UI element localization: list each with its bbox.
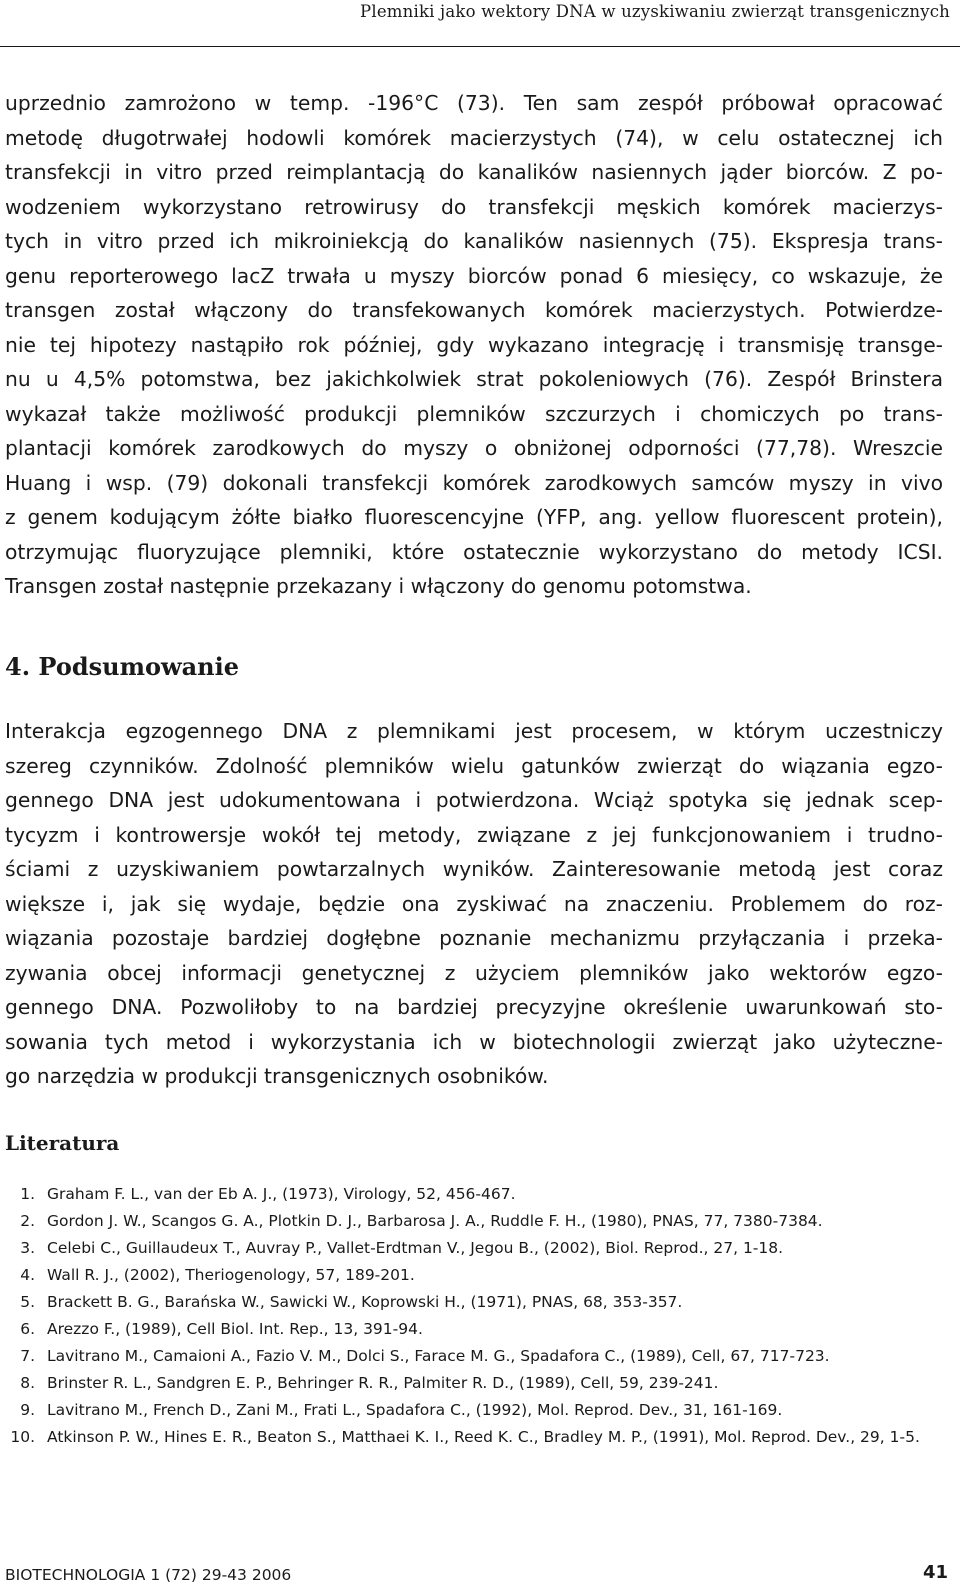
reference-number: 2. [20, 1212, 35, 1230]
text-line: szereg czynników. Zdolność plemników wielu gatunków zwierząt do wiązania egzo- [5, 753, 943, 778]
literature-heading: Literatura [5, 1131, 120, 1155]
text-line: transgen został włączony do transfekowanych komórek macierzystych. Potwierdze- [5, 298, 943, 322]
reference-text: Lavitrano M., French D., Zani M., Frati L., Spadafora C., (1992), Mol. Reprod. Dev., 31, 161-169. [47, 1401, 783, 1419]
text-line: ściami z uzyskiwaniem powtarzalnych wyników. Zainteresowanie metodą jest coraz [5, 857, 943, 881]
reference-item [5, 1289, 945, 1316]
reference-item [5, 1235, 945, 1262]
text-line: z genem kodującym żółte białko fluorescencyjne (YFP, ang. yellow fluorescent protein), [5, 505, 943, 529]
reference-number: 9. [20, 1401, 35, 1419]
reference-item [5, 1316, 945, 1343]
body-paragraph-2 [5, 714, 943, 1094]
page-number: 41 [922, 1562, 948, 1583]
reference-text: Atkinson P. W., Hines E. R., Beaton S., Matthaei K. I., Reed K. C., Bradley M. P., (1991), Mol. Reprod. Dev., 29, 1-5. [47, 1428, 920, 1446]
reference-number: 5. [20, 1293, 35, 1311]
text-line: wiązania pozostaje bardziej dogłębne poznanie mechanizmu przyłączania i przeka- [5, 926, 943, 950]
text-line: Transgen został następnie przekazany i włączony do genomu potomstwa. [5, 574, 752, 598]
reference-item [5, 1208, 945, 1235]
reference-item [5, 1397, 945, 1424]
text-line: gennego DNA. Pozwoliłoby to na bardziej precyzyjne określenie uwarunkowań sto- [5, 995, 943, 1019]
reference-number: 7. [20, 1347, 35, 1365]
text-line: gennego DNA jest udokumentowana i potwierdzona. Wciąż spotyka się jednak scep- [5, 788, 943, 812]
reference-number: 10. [10, 1428, 35, 1446]
footer-journal: BIOTECHNOLOGIA 1 (72) 29-43 2006 [5, 1566, 292, 1584]
reference-text: Wall R. J., (2002), Theriogenology, 57, 189-201. [47, 1266, 415, 1284]
reference-number: 8. [20, 1374, 35, 1392]
reference-number: 6. [20, 1320, 35, 1338]
reference-item [5, 1343, 945, 1370]
text-line: sowania tych metod i wykorzystania ich w biotechnologii zwierząt jako użyteczne- [5, 1029, 943, 1054]
reference-item [5, 1424, 945, 1451]
text-line: wodzeniem wykorzystano retrowirusy do transfekcji męskich komórek macierzys- [5, 194, 943, 219]
reference-number: 1. [20, 1185, 35, 1203]
text-line: tycyzm i kontrowersje wokół tej metody, związane z jej funkcjonowaniem i trudno- [5, 822, 943, 847]
text-line: Interakcja egzogennego DNA z plemnikami jest procesem, w którym uczestniczy [5, 719, 943, 743]
text-line: zywania obcej informacji genetycznej z użyciem plemników jako wektorów egzo- [5, 960, 943, 985]
reference-text: Graham F. L., van der Eb A. J., (1973), Virology, 52, 456-467. [47, 1185, 516, 1203]
running-head [0, 0, 960, 47]
reference-item [5, 1370, 945, 1397]
text-line: większe i, jak się wydaje, będzie ona zyskiwać na znaczeniu. Problemem do roz- [5, 891, 943, 916]
text-line: metodę długotrwałej hodowli komórek macierzystych (74), w celu ostatecznej ich [5, 125, 943, 150]
text-line: nie tej hipotezy nastąpiło rok później, gdy wykazano integrację i transmisję transge- [5, 332, 943, 357]
running-head-title: Plemniki jako wektory DNA w uzyskiwaniu zwierząt transgenicznych [360, 2, 950, 21]
reference-text: Brackett B. G., Barańska W., Sawicki W., Koprowski H., (1971), PNAS, 68, 353-357. [47, 1293, 683, 1311]
text-line: transfekcji in vitro przed reimplantacją do kanalików nasiennych jąder biorców. Z po- [5, 160, 943, 184]
text-line: go narzędzia w produkcji transgenicznych osobników. [5, 1064, 549, 1088]
reference-text: Celebi C., Guillaudeux T., Auvray P., Vallet-Erdtman V., Jegou B., (2002), Biol. Reprod., 27, 1-18. [47, 1239, 784, 1257]
text-line: nu u 4,5% potomstwa, bez jakichkolwiek strat pokoleniowych (76). Zespół Brinstera [5, 367, 943, 391]
reference-item [5, 1181, 945, 1208]
text-line: tych in vitro przed ich mikroiniekcją do kanalików nasiennych (75). Ekspresja trans- [5, 229, 943, 253]
section-heading: 4. Podsumowanie [5, 652, 240, 681]
reference-text: Lavitrano M., Camaioni A., Fazio V. M., Dolci S., Farace M. G., Spadafora C., (1989), Cell, 67, 717-723. [47, 1347, 830, 1365]
reference-list [5, 1181, 945, 1451]
reference-text: Brinster R. L., Sandgren E. P., Behringer R. R., Palmiter R. D., (1989), Cell, 59, 239-241. [47, 1374, 719, 1392]
text-line: uprzednio zamrożono w temp. -196°C (73). Ten sam zespół próbował opracować [5, 91, 943, 115]
reference-text: Arezzo F., (1989), Cell Biol. Int. Rep., 13, 391-94. [47, 1320, 423, 1338]
reference-text: Gordon J. W., Scangos G. A., Plotkin D. J., Barbarosa J. A., Ruddle F. H., (1980), PNAS, 77, 7380-7384. [47, 1212, 823, 1230]
text-line: Huang i wsp. (79) dokonali transfekcji komórek zarodkowych samców myszy in vivo [5, 470, 943, 495]
reference-number: 3. [20, 1239, 35, 1257]
text-line: otrzymując fluoryzujące plemniki, które ostatecznie wykorzystano do metody ICSI. [5, 539, 943, 564]
reference-item [5, 1262, 945, 1289]
body-paragraph-1 [5, 86, 943, 604]
text-line: plantacji komórek zarodkowych do myszy o obniżonej odporności (77,78). Wreszcie [5, 436, 943, 460]
reference-number: 4. [20, 1266, 35, 1284]
text-line: genu reporterowego lacZ trwała u myszy biorców ponad 6 miesięcy, co wskazuje, że [5, 263, 943, 288]
text-line: wykazał także możliwość produkcji plemników szczurzych i chomiczych po trans- [5, 401, 943, 426]
